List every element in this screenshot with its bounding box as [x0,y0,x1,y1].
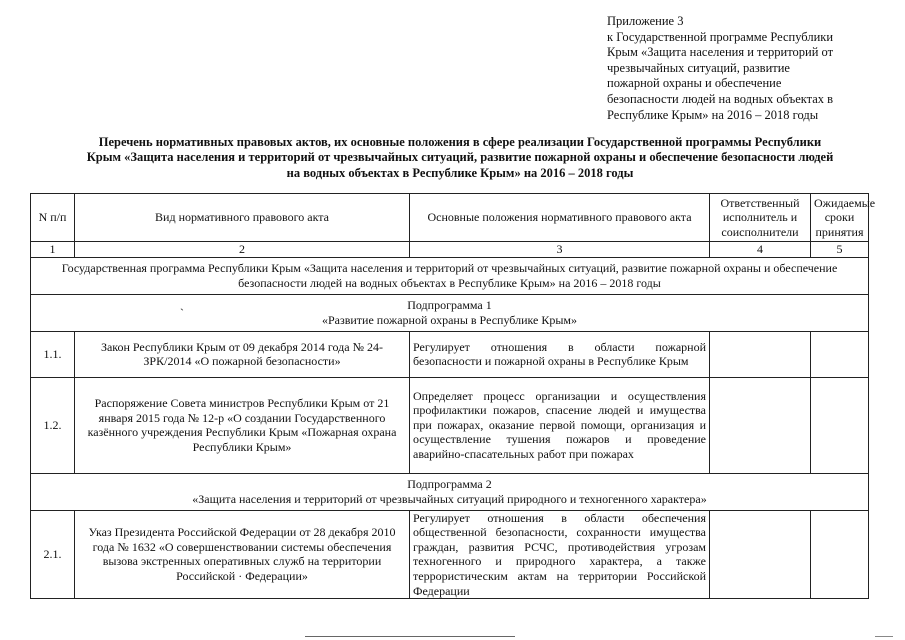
header-num: N п/п [31,194,75,242]
table-row [31,331,869,377]
annex-line: Республике Крым» на 2016 – 2018 годы [607,107,819,122]
table-row [31,377,869,473]
annex-note [607,14,897,123]
table-header-row [31,194,869,242]
stray-tick-mark: ˎ [180,297,184,311]
footer-divider [305,636,515,637]
annex-line: к Государственной программе Республики [607,29,834,44]
basis-cell: Определяет процесс организации и осуществления профилактики пожаров, спасение людей и имущества при пожарах, оказание первой помощи, организация и осуществление тушения пожаров и проведение аварийно-спасательных работ при пожарах [410,377,710,473]
regulations-table [30,193,876,599]
subprogram-label: Подпрограмма 2 [407,477,492,491]
annex-line: пожарной охраны и обеспечение [607,76,782,91]
basis-cell: Регулирует отношения в области пожарной безопасности и пожарной охраны в Республике Крым [410,331,710,377]
header-act-type: Вид нормативного правового акта [75,194,410,242]
terms-cell [811,377,869,473]
annex-line: безопасности людей на водных объектах в [607,91,834,106]
column-number: 4 [710,242,811,258]
subprogram-name: «Развитие пожарной охраны в Республике Крым» [321,312,578,327]
responsible-cell [710,377,811,473]
act-type-cell: Указ Президента Российской Федерации от 28 декабря 2010 года № 1632 «О совершенствовании системы обеспечения вызова экстренных оперативных служб на территории Российской · Федерации» [75,510,410,599]
column-number: 3 [410,242,710,258]
subprogram-heading [31,473,869,510]
subprogram-heading [31,294,869,331]
act-type-cell: Закон Республики Крым от 09 декабря 2014 года № 24-ЗРК/2014 «О пожарной безопасности» [75,331,410,377]
subprogram-row [31,473,869,510]
header-terms: Ожидаемые сроки принятия [811,194,869,242]
row-number: 2.1. [31,510,75,599]
annex-line: Приложение 3 [607,14,684,28]
subprogram-row [31,294,869,331]
program-title-row [31,257,869,294]
header-responsible: Ответственный исполнитель и соисполнители [710,194,811,242]
title-line: Крым «Защита населения и территорий от чрезвычайных ситуаций, развитие пожарной охраны и обеспечение безопасности людей [86,150,834,165]
annex-line: чрезвычайных ситуаций, развитие [607,60,790,75]
column-number: 1 [31,242,75,258]
subprogram-label: Подпрограмма 1 [407,298,492,312]
column-number-row [31,242,869,258]
title-line: на водных объектах в Республике Крым» на 2016 – 2018 годы [286,165,634,180]
header-basis: Основные положения нормативного правового акта [410,194,710,242]
terms-cell [811,331,869,377]
responsible-cell [710,510,811,599]
program-title: Государственная программа Республики Крым «Защита населения и территорий от чрезвычайных ситуаций, развитие пожарной охраны и обеспечение безопасности людей на водных объектах в Республике Крым» на 2016 – 2018 годы [31,257,869,294]
column-number: 5 [811,242,869,258]
table-row [31,510,869,599]
row-number: 1.1. [31,331,75,377]
title-line: Перечень нормативных правовых актов, их основные положения в сфере реализации Государственной программы Республики [98,135,822,149]
column-number: 2 [75,242,410,258]
row-number: 1.2. [31,377,75,473]
basis-cell: Регулирует отношения в области обеспечения общественной безопасности, сохранности имущества граждан, развития РСЧС, противодействия угрозам техногенного и природного характера, а также террористическим актам на территории Российской Федерации [410,510,710,599]
footer-mark [875,636,893,637]
annex-line: Крым «Защита населения и территорий от [607,45,834,60]
terms-cell [811,510,869,599]
document-title [30,135,890,181]
subprogram-name: «Защита населения и территорий от чрезвычайных ситуаций природного и техногенного характера» [192,491,707,506]
responsible-cell [710,331,811,377]
act-type-cell: Распоряжение Совета министров Республики Крым от 21 января 2015 года № 12-р «О создании Государственного казённого учреждения Республики Крым «Пожарная охрана Республики Крым» [75,377,410,473]
